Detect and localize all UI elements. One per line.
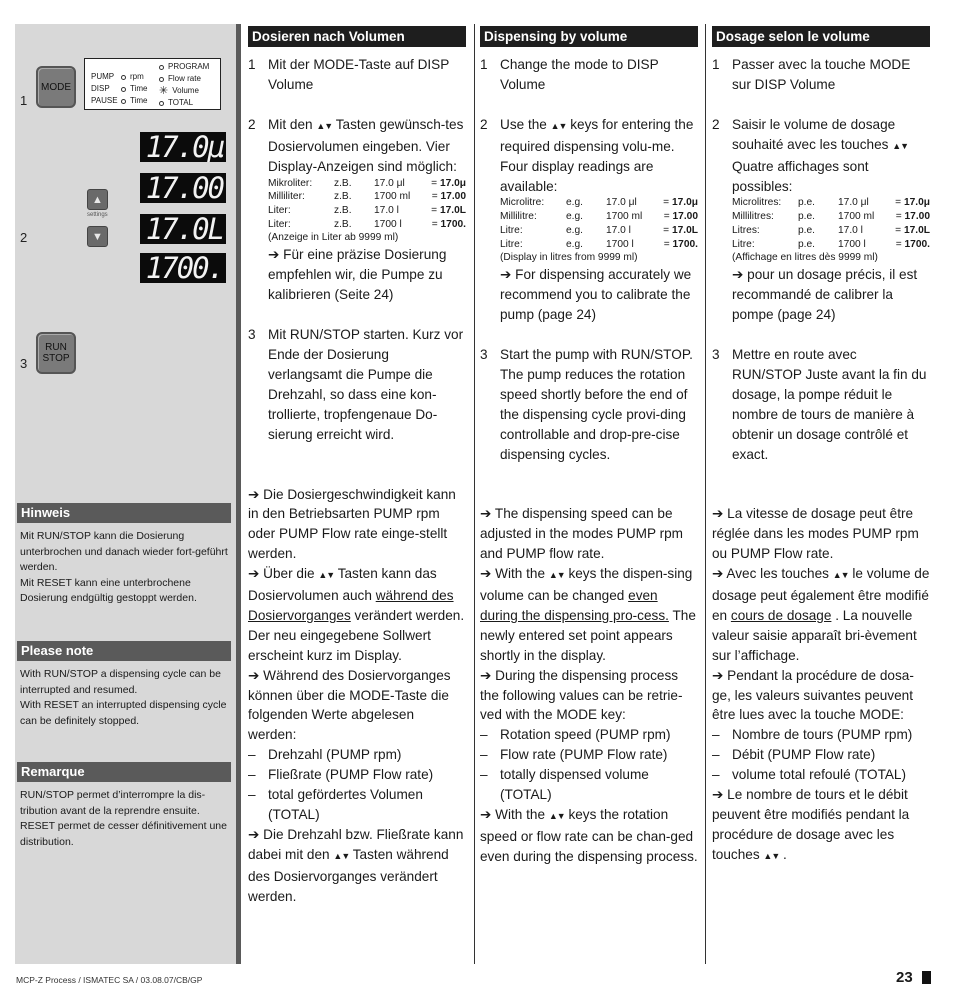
step-number: 2 [712,116,720,132]
step-number: 3 [248,327,256,343]
text: – [712,747,720,763]
up-down-keys-icon: ▲▼ [550,120,567,131]
up-down-keys-icon: ▲▼ [548,811,565,821]
bullet-text [712,785,930,867]
indicator-icon [159,101,164,106]
step-text [732,115,930,197]
text: e.g. [566,238,583,250]
arrow-icon: ➔ [248,486,260,502]
column-divider [474,24,475,964]
step-number: 3 [20,356,28,371]
bullet-text [712,564,930,666]
mode-button-label: MODE [41,81,71,93]
text: = 17.0μ [663,197,698,209]
up-arrow-button[interactable] [87,189,108,210]
text: le volume de dosage peut également être modifié en [712,566,930,623]
text: 1700 ml [606,211,643,223]
text: pour un dosage précis, il est recommandé de calibrer la pompe (page 24) [732,267,918,323]
text: = 17.0μ [895,197,930,209]
status-row: TOTAL [159,97,209,109]
text: Mit den [268,116,313,132]
text: – [712,767,720,783]
step-text: Start the pump with RUN/STOP. The pump reduces the rotation speed shortly before the end of the dispensing cycle provi-ding controllable and drop-pre-cise dispensing cycles. [500,346,693,462]
text: 1700 l [838,238,866,250]
lcd-display: 17.0L [140,214,226,244]
note-heading: Please note [17,641,231,661]
list-item [248,765,466,785]
status-row: Flow rate [159,73,209,85]
text: Milliliter: [268,191,305,203]
note-text: RUN/STOP permet d’interrompre la dis-tribution avant de la reprendre ensuite. RESET permet de cesser définitivement une distribution. [20,789,227,848]
text: . [783,846,787,862]
bullet-text [248,666,466,746]
bullet-text [248,825,466,907]
text: = 17.0μ [431,177,466,189]
text: Use the [500,116,547,132]
active-indicator-icon: ✳ [159,85,169,97]
text: 17.0 l [838,224,863,236]
status-row: ✳ Volume [159,85,199,97]
step-item [480,115,698,197]
text: = 17.00 [663,211,698,223]
text: Flow rate (PUMP Flow rate) [500,747,668,763]
text: während des Dosiervorganges [248,588,454,623]
step-number: 2 [20,230,28,245]
text: = 1700. [431,218,466,230]
text: Die Dosiergeschwindigkeit kann in den Betriebsarten PUMP rpm oder PUMP Flow rate einge-stellt werden. [248,486,456,562]
text: La vitesse de dosage peut être réglée dans les modes PUMP rpm ou PUMP Flow rate. [712,506,919,562]
tip [712,265,930,325]
text: During the dispensing process the following values can be retrie-ved with the MODE key: [480,667,683,723]
text: z.B. [334,218,352,230]
status-row: PAUSE Time [91,96,148,105]
step-item [480,345,698,464]
display-readings-table [500,196,698,251]
text: – [480,747,488,763]
bullet-text [712,666,930,726]
arrow-icon: ➔ [500,267,512,283]
text: p.e. [798,197,815,209]
step-text: Mit der MODE-Taste auf DISP Volume [268,57,450,92]
down-arrow-icon: ▼ [92,230,103,243]
down-arrow-button[interactable] [87,226,108,247]
bullet-text [712,504,930,564]
list-item [480,725,698,745]
step-text [268,115,466,177]
text: total gefördertes Volumen (TOTAL) [268,787,423,822]
tip [480,265,698,325]
text: Microlitre: [500,197,545,209]
text: Quatre affichages sont possibles: [732,158,869,194]
lcd-display: 1700. [140,253,226,283]
text: z.B. [334,191,352,203]
text: Pendant la procédure de dosa-ge, les valeurs suivantes peuvent être lues avec la touche MODE: [712,667,914,723]
text: keys the rotation speed or flow rate can be chan-ged even during the dispensing process. [480,807,698,864]
text: Millilitres: [732,211,774,223]
text: Le nombre de tours et le débit peuvent être modifiés pendant la procédure de dosage avec les touches [712,787,910,862]
text: volume total refoulé (TOTAL) [732,767,907,783]
status-row: PROGRAM [159,61,209,73]
step-number: 1 [248,57,256,72]
up-down-keys-icon: ▲▼ [318,570,335,581]
text: Liter: [268,204,291,216]
up-down-keys-icon: ▲▼ [333,850,350,861]
settings-label: settings [87,212,108,218]
text: Mikroliter: [268,177,313,189]
list-item [480,745,698,765]
text: z.B. [334,204,352,216]
bullet-text [480,564,698,666]
text: – [712,727,720,743]
list-item [248,745,466,765]
arrow-icon: ➔ [248,667,260,683]
text: p.e. [798,224,815,236]
text: Litre: [732,238,755,250]
text: 17.0 μl [606,197,637,209]
text: Saisir le volume de dosage souhaité avec les touches [732,116,896,152]
column-heading: Dispensing by volume [480,26,698,47]
step-number: 3 [480,346,488,362]
step-text: Mettre en route avec RUN/STOP Juste avant la fin du dosage, la pompe réduit le nombre de tours de manière à obtenir un dosage contrôlé et exact. [732,346,927,462]
display-readings-table [732,196,930,251]
text: Microlitres: [732,197,782,209]
text: – [248,767,256,783]
arrow-icon: ➔ [248,826,260,842]
up-down-keys-icon: ▲▼ [316,120,333,131]
status-row: PUMP rpm [91,72,144,81]
text: totally dispensed volume (TOTAL) [500,767,649,803]
text: Millilitre: [500,211,537,223]
column-german [248,26,466,907]
display-readings-table [268,177,466,232]
lcd-display: 17.0μ [140,132,226,162]
column-french [712,26,930,867]
indicator-icon [121,99,126,104]
column-english [480,26,698,867]
note-text: Mit RUN/STOP kann die Dosierung unterbrochen und danach wieder fort-geführt werden. Mit RESET kann eine unterbrochene Dosierung endgültig gestoppt werden. [20,530,228,605]
text: = 17.0L [663,224,698,236]
column-heading: Dosieren nach Volumen [248,26,466,47]
text: Liter: [268,218,291,230]
text: Litre: [500,224,523,236]
text: = 1700. [663,238,698,250]
text: Über die [263,566,315,582]
arrow-icon: ➔ [712,566,724,582]
bullet-text [480,805,698,867]
bullet-text [248,564,466,666]
step-number: 3 [712,346,720,362]
bullet-text [248,485,466,565]
text: e.g. [566,211,583,223]
list-item [712,725,930,745]
table-note: (Display in litres from 9999 ml) [500,252,638,264]
text: – [248,747,256,763]
step-number: 1 [480,57,488,72]
up-down-keys-icon: ▲▼ [548,570,565,581]
text: 17.0 μl [374,177,405,189]
lcd-display: 17.00 [140,173,226,203]
table-note: (Anzeige in Liter ab 9999 ml) [268,232,399,244]
text: Tasten während des Dosiervorganges verändert werden. [248,846,449,904]
runstop-label-stop: STOP [42,353,70,364]
indicator-icon [121,87,126,92]
arrow-icon: ➔ [712,667,724,683]
text: Nombre de tours (PUMP rpm) [732,727,913,743]
step-text: Mit RUN/STOP starten. Kurz vor Ende der Dosierung verlangsamt die Pumpe die Drehzahl, so dass eine kon-trollierte, tropfengenaue Do-sierung erreicht wird. [268,327,464,442]
text: The dispensing speed can be adjusted in the modes PUMP rpm and PUMP flow rate. [480,506,683,562]
text: = 17.0L [895,224,930,236]
arrow-icon: ➔ [480,506,492,522]
text: = 17.00 [895,211,930,223]
text: Fließrate (PUMP Flow rate) [268,767,434,783]
text: p.e. [798,211,815,223]
mode-button[interactable] [36,66,76,108]
text: Für eine präzise Dosierung empfehlen wir, die Pumpe zu kalibrieren (Seite 24) [268,247,447,303]
text: 17.0 l [374,204,399,216]
text: 1700 l [374,218,402,230]
text: e.g. [566,224,583,236]
indicator-icon [159,65,164,70]
column-heading: Dosage selon le volume [712,26,930,47]
text: z.B. [334,177,352,189]
step-number: 1 [712,57,720,72]
text: cours de dosage [730,607,832,623]
runstop-label-run: RUN [45,342,67,353]
step-number: 1 [20,93,28,108]
page-number: 23 [896,969,913,986]
up-down-keys-icon: ▲▼ [832,570,849,581]
step-number: 2 [248,116,256,132]
text: keys the dispen-sing volume can be changed [480,566,693,604]
text: Tasten kann das Dosiervolumen auch [248,566,437,604]
up-arrow-icon: ▲ [92,193,103,206]
footer-text: MCP-Z Process / ISMATEC SA / 03.08.07/CB/GP [16,975,203,985]
arrow-icon: ➔ [480,566,492,582]
list-item [712,745,930,765]
note-heading: Hinweis [17,503,231,523]
text: = 17.00 [431,191,466,203]
step-text: Passer avec la touche MODE sur DISP Volume [732,57,911,92]
mode-status-display [84,58,221,110]
note-text: With RUN/STOP a dispensing cycle can be interrupted and resumed. With RESET an interrupted dispensing cycle can be definitely stopped. [20,668,227,727]
up-down-keys-icon: ▲▼ [892,140,909,151]
text: – [480,767,488,783]
text: The newly entered set point appears shortly in the display. [480,607,696,663]
text: Tasten gewünsch-tes Dosiervolumen eingeben. Vier Display-Anzeigen sind möglich: [268,116,464,174]
step-item [480,55,698,95]
arrow-icon: ➔ [732,267,744,283]
text: p.e. [798,238,815,250]
step-item [712,115,930,197]
up-down-keys-icon: ▲▼ [763,850,780,861]
step-text [500,115,698,197]
bullet-text [480,504,698,564]
page-marker [922,971,931,984]
text: For dispensing accurately we recommend you to calibrate the pump (page 24) [500,267,692,323]
text: Drehzahl (PUMP rpm) [268,747,402,763]
text: 1700 ml [838,211,875,223]
text: 17.0 l [606,224,631,236]
text: Die Drehzahl bzw. Fließrate kann dabei mit den [248,826,464,862]
indicator-icon [121,75,126,80]
step-item [712,345,930,464]
step-item [248,115,466,177]
panel-divider [236,24,241,964]
text: . La nouvelle valeur saisie apparaît bri-èvement sur l’affichage. [712,607,917,663]
text: With the [495,807,546,822]
list-item [480,765,698,805]
text: Avec les touches [726,566,829,582]
column-divider [705,24,706,964]
indicator-icon [159,77,164,82]
arrow-icon: ➔ [712,506,724,522]
step-item [712,55,930,95]
table-note: (Affichage en litres dès 9999 ml) [732,252,878,264]
arrow-icon: ➔ [480,807,492,822]
list-item [712,765,930,785]
step-item [248,325,466,444]
text: e.g. [566,197,583,209]
text: verändert werden. Der neu eingegebene Sollwert erscheint kurz im Display. [248,607,465,663]
note-heading: Remarque [17,762,231,782]
arrow-icon: ➔ [248,566,260,582]
list-item [248,785,466,825]
text: – [480,727,488,743]
bullet-text [480,666,698,726]
step-item [248,55,466,95]
text: even during the dispensing pro-cess. [480,588,669,623]
text: Litre: [500,238,523,250]
tip [248,245,466,305]
runstop-button[interactable] [36,332,76,374]
text: = 1700. [895,238,930,250]
step-number: 2 [480,116,488,132]
text: Während des Dosiervorganges können über die MODE-Taste die folgenden Werte abgelesen werden: [248,667,451,743]
arrow-icon: ➔ [268,247,280,263]
step-text: Change the mode to DISP Volume [500,57,659,92]
text: Débit (PUMP Flow rate) [732,747,876,763]
text: With the [495,566,546,582]
arrow-icon: ➔ [712,787,724,803]
text: = 17.0L [431,204,466,216]
text: – [248,787,256,803]
text: Litres: [732,224,760,236]
status-row: DISP Time [91,84,148,93]
text: Rotation speed (PUMP rpm) [500,727,671,743]
text: 1700 l [606,238,634,250]
text: keys for entering the required dispensing volu-me. Four display readings are available: [500,116,694,194]
arrow-icon: ➔ [480,667,492,683]
text: 1700 ml [374,191,411,203]
text: 17.0 μl [838,197,869,209]
